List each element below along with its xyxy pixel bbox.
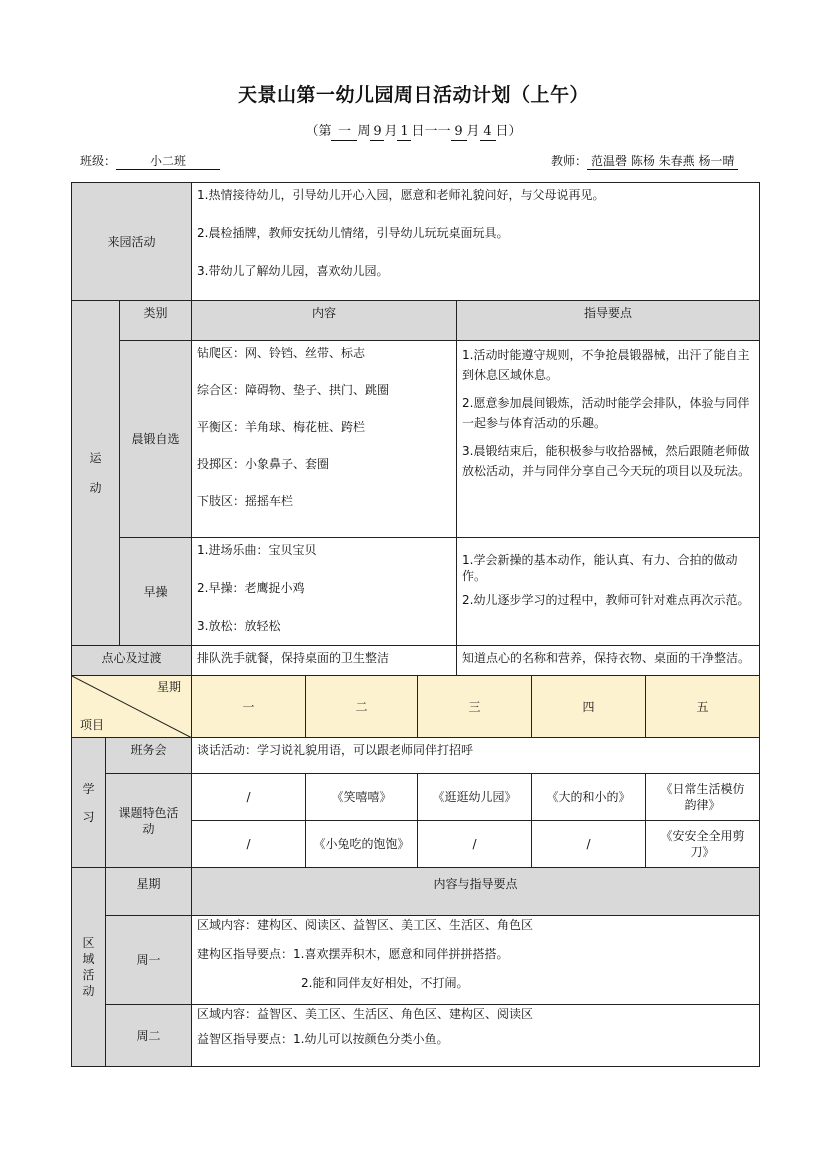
feature-cell: / (192, 821, 306, 868)
arrival-item: 1.热情接待幼儿，引导幼儿开心入园，愿意和老师礼貌问好，与父母说再见。 (197, 188, 605, 202)
exercise-row (72, 538, 760, 646)
snack-label: 点心及过渡 (72, 646, 192, 676)
study-label: 学 习 (72, 738, 106, 868)
start-month: 9 (370, 124, 384, 141)
col-content: 内容 (192, 301, 457, 341)
area-mon-row (72, 916, 760, 1005)
feature-row-1 (72, 774, 760, 821)
weekday-tue: 二 (306, 676, 418, 738)
weekday-corner (72, 676, 192, 738)
area-mon-content: 区域内容：建构区、阅读区、益智区、美工区、生活区、角色区 建构区指导要点：1.喜欢摆弄积木，愿意和同伴拼拼搭搭。 2.能和同伴友好相处，不打闹。 (192, 916, 760, 1005)
feature-cell: / (418, 821, 532, 868)
feature-cell: 《笑嘻嘻》 (306, 774, 418, 821)
corner-item-label: 项目 (80, 718, 105, 732)
exercise-guide: 1.学会新操的基本动作，能认真、有力、合拍的做动作。 2.幼儿逐步学习的过程中，教师可针对难点再次示范。 (457, 538, 760, 646)
weekday-fri: 五 (646, 676, 760, 738)
arrival-content (192, 183, 760, 301)
end-day: 4 (480, 124, 496, 141)
page-title: 天景山第一幼儿园周日活动计划（上午） (237, 84, 589, 106)
feature-cell: / (192, 774, 306, 821)
morning-label: 晨锻自选 (120, 341, 192, 538)
weekday-wed: 三 (418, 676, 532, 738)
feature-cell: 《逛逛幼儿园》 (418, 774, 532, 821)
area-label: 区 域 活 动 (72, 868, 106, 1067)
feature-cell: 《小兔吃的饱饱》 (306, 821, 418, 868)
teacher-value: 范温磬 陈杨 朱春燕 杨一晴 (587, 153, 738, 170)
feature-cell: / (532, 821, 646, 868)
area-mon-label: 周一 (106, 916, 192, 1005)
area-tue-row (72, 1005, 760, 1067)
morning-guide: 1.活动时能遵守规则，不争抢晨锻器械，出汗了能自主到休息区域休息。 2.愿意参加晨间锻炼，活动时能学会排队，体验与同伴一起参与体育活动的乐趣。 3.晨锻结束后，能积极参与收拾器械，然后跟随老师做放松活动，并与同伴分享自己今天玩的项目以及玩法。 (457, 341, 760, 538)
arrival-item: 2.晨检插牌，教师安抚幼儿情绪，引导幼儿玩玩桌面玩具。 (197, 226, 509, 240)
weekday-thu: 四 (532, 676, 646, 738)
exercise-content: 1.进场乐曲：宝贝宝贝 2.早操：老鹰捉小鸡 3.放松：放轻松 (192, 538, 457, 646)
class-meeting-content: 谈话活动：学习说礼貌用语，可以跟老师同伴打招呼 (192, 738, 760, 774)
class-meeting-label: 班务会 (106, 738, 192, 774)
area-col-day: 星期 (106, 868, 192, 916)
col-guide: 指导要点 (457, 301, 760, 341)
snack-content: 排队洗手就餐，保持桌面的卫生整洁 (192, 646, 457, 676)
feature-cell: 《日常生活模仿韵律》 (646, 774, 760, 821)
weekday-row (72, 676, 760, 738)
week-range: （第 一 周 9 月 1 日一一 9 月 4 日） (305, 124, 522, 139)
snack-guide: 知道点心的名称和营养，保持衣物、桌面的干净整洁。 (457, 646, 760, 676)
corner-weekday-label: 星期 (157, 680, 182, 694)
teacher-info: 教师： 范温磬 陈杨 朱春燕 杨一晴 (551, 152, 738, 170)
col-category: 类别 (120, 301, 192, 341)
start-day: 1 (397, 124, 411, 141)
morning-row (72, 341, 760, 538)
arrival-row (72, 183, 760, 301)
feature-label: 课题特色活动 (106, 774, 192, 868)
plan-table (71, 182, 760, 1067)
snack-row (72, 646, 760, 676)
week-number: 一 (331, 124, 357, 141)
area-col-content: 内容与指导要点 (192, 868, 760, 916)
exercise-label: 早操 (120, 538, 192, 646)
area-tue-label: 周二 (106, 1005, 192, 1067)
feature-cell: 《安安全全用剪刀》 (646, 821, 760, 868)
sport-label: 运 动 (72, 301, 120, 646)
weekday-mon: 一 (192, 676, 306, 738)
class-meeting-row (72, 738, 760, 774)
sport-header-row (72, 301, 760, 341)
end-month: 9 (451, 124, 467, 141)
area-tue-content: 区域内容：益智区、美工区、生活区、角色区、建构区、阅读区 益智区指导要点：1.幼儿可以按颜色分类小鱼。 (192, 1005, 760, 1067)
feature-cell: 《大的和小的》 (532, 774, 646, 821)
arrival-item: 3.带幼儿了解幼儿园，喜欢幼儿园。 (197, 264, 389, 278)
class-info: 班级： 小二班 (80, 152, 220, 170)
class-value: 小二班 (116, 153, 220, 170)
arrival-label: 来园活动 (72, 183, 192, 301)
area-header-row (72, 868, 760, 916)
morning-content: 钻爬区：网、铃铛、丝带、标志 综合区：障碍物、垫子、拱门、跳圈 平衡区：羊角球、梅花桩、跨栏 投掷区：小象鼻子、套圈 下肢区：摇摇车栏 (192, 341, 457, 538)
